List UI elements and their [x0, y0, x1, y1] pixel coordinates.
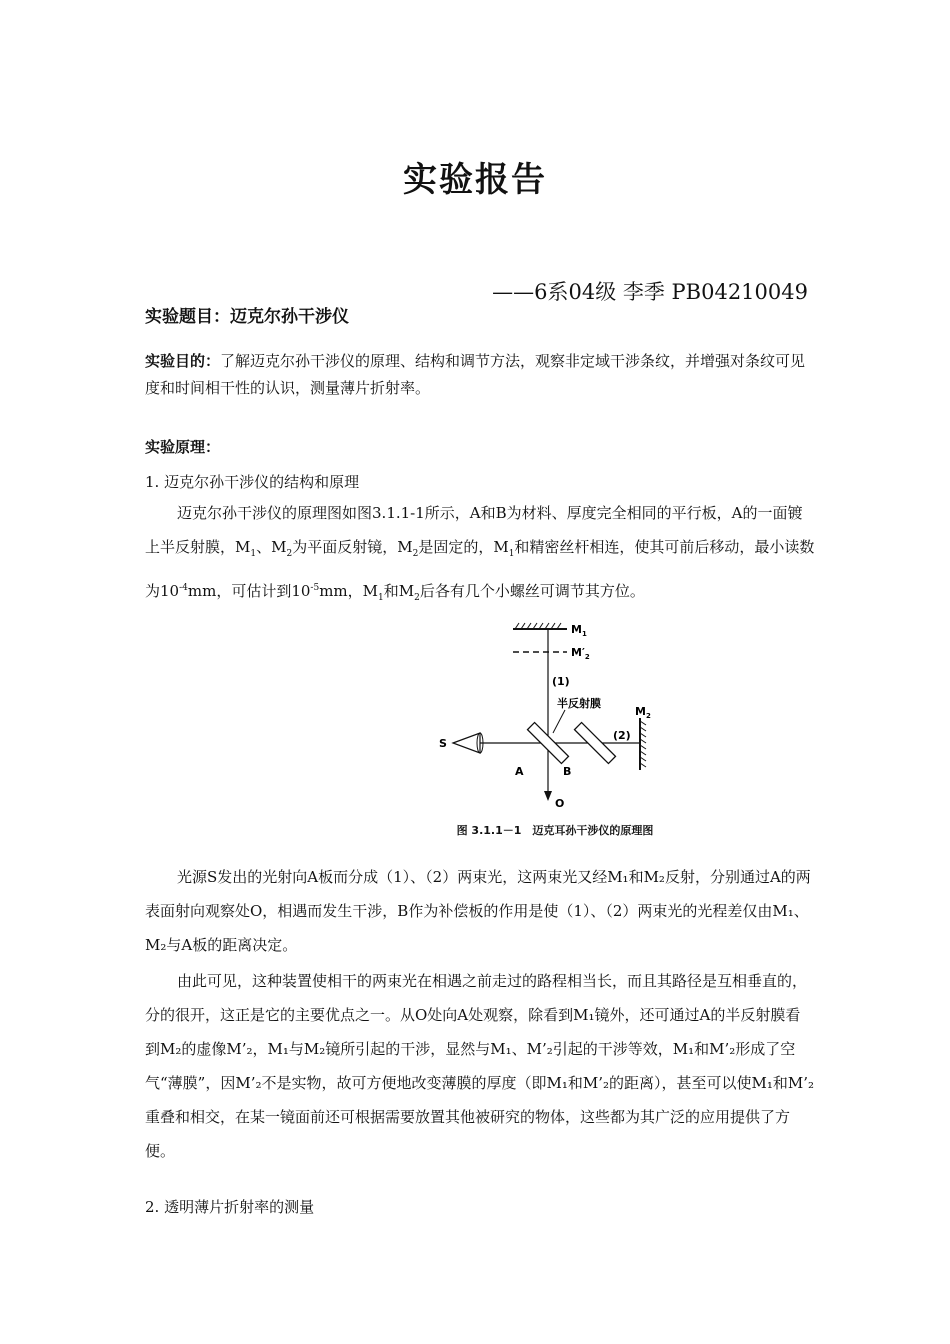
purpose-text: 了解迈克尔孙干涉仪的原理、结构和调节方法，观察非定域干涉条纹，并增强对条纹可见度和时间相干性的认识，测量薄片折射率。 [145, 352, 806, 397]
paragraph-2: 光源S发出的光射向A板而分成（1）、（2）两束光，这两束光又经M₁和M₂反射，分别通过A的两表面射向观察处O，相遇而发生干涉，B作为补偿板的作用是使（1）、（2）两束光的光程差仅由M₁、M₂与A板的距离决定。 [145, 868, 811, 954]
michelson-diagram [425, 615, 685, 845]
section-1-heading: 1. 迈克尔孙干涉仪的结构和原理 [145, 473, 360, 491]
experiment-purpose [145, 348, 815, 402]
label-m2: $M_2$ [635, 705, 651, 720]
purpose-label: 实验目的： [145, 352, 221, 370]
label-beam-1: (1) [552, 675, 570, 688]
label-o: O [555, 797, 565, 810]
arrow-o [544, 791, 552, 801]
topic-label: 实验题目： [145, 307, 230, 327]
label-a: A [515, 765, 524, 778]
label-s: S [439, 737, 447, 750]
label-m2-prime: $M'_2$ [571, 646, 590, 661]
section-2-heading: 2. 透明薄片折射率的测量 [145, 1198, 315, 1216]
source-s [453, 733, 480, 753]
topic-value: 迈克尔孙干涉仪 [230, 307, 349, 327]
label-beam-2: (2) [613, 729, 631, 742]
figure-caption: 图 3.1.1－1 迈克耳孙干涉仪的原理图 [456, 824, 654, 837]
label-b: B [563, 765, 572, 778]
label-film: 半反射膜 [557, 697, 601, 710]
paragraph-3: 由此可见，这种装置使相干的两束光在相遇之前走过的路程相当长，而且其路径是互相垂直的，分的很开，这正是它的主要优点之一。从O处向A处观察，除看到M₁镜外，还可通过A的半反射膜看到M₂的虚像M’₂，M₁与M₂镜所引起的干涉，显然与M₁、M’₂引起的干涉等效，M₁和M’₂形成了空气“薄膜”，因M’₂不是实物，故可方便地改变薄膜的厚度（即M₁和M’₂的距离），甚至可以使M₁和M’₂重叠和相交，在某一镜面前还可根据需要放置其他被研究的物体，这些都为其广泛的应用提供了方便。 [145, 972, 815, 1160]
author-line: ——6系04级 李季 PB04210049 [492, 280, 808, 304]
experiment-topic [145, 300, 815, 334]
label-m1: $M_1$ [571, 623, 587, 638]
page-title: 实验报告 [403, 160, 547, 200]
paragraph-1: 迈克尔孙干涉仪的原理图如图3.1.1-1所示，A和B为材料、厚度完全相同的平行板，A的一面镀上半反射膜，$M_1$、$M_2$为平面反射镜，$M_2$是固定的，$M_1$和精密丝杆相连，使其可前后移动，最小读数为$10^{-4}mm$，可估计到$10^{-5}mm$，$M_1$和$M_2$后各有几个小螺丝可调节其方位。 [145, 504, 815, 603]
principle-heading: 实验原理： [145, 438, 221, 456]
